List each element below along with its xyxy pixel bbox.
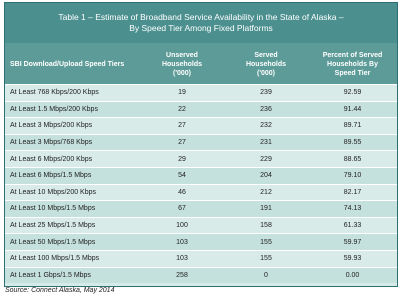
percent-cell: 82.17	[343, 188, 362, 196]
percent-cell: 59.97	[343, 238, 362, 246]
percent-cell: 92.59	[343, 89, 362, 97]
speed-tier-cell: At Least 3 Mbps/768 Kbps	[10, 139, 93, 147]
unserved-cell: 54	[178, 172, 186, 180]
unserved-cell: 29	[178, 155, 186, 163]
table-row	[5, 84, 397, 101]
table-row	[5, 200, 397, 217]
table-row	[5, 167, 397, 184]
unserved-cell: 67	[178, 205, 186, 213]
table-row	[5, 150, 397, 167]
header-unserved-households: Unserved Households ('000)	[161, 51, 203, 77]
speed-tier-cell: At Least 6 Mbps/1.5 Mbps	[10, 172, 92, 180]
served-cell: 231	[260, 139, 272, 147]
source-note: Source: Connect Alaska, May 2014	[5, 287, 115, 294]
percent-cell: 79.10	[343, 172, 362, 180]
unserved-cell: 27	[178, 139, 186, 147]
table-row	[5, 184, 397, 201]
percent-cell: 0.00	[345, 271, 360, 279]
served-cell: 0	[264, 271, 268, 279]
table-body	[5, 84, 397, 283]
table-row	[5, 233, 397, 250]
unserved-cell: 103	[176, 238, 188, 246]
table-row	[5, 250, 397, 267]
unserved-cell: 46	[178, 188, 186, 196]
percent-cell: 59.93	[343, 255, 362, 263]
table-title-line-1: Table 1 – Estimate of Broadband Service Availability in the State of Alaska –	[58, 12, 344, 22]
served-cell: 229	[260, 155, 272, 163]
table-row	[5, 117, 397, 134]
speed-tier-cell: At Least 25 Mbps/1.5 Mbps	[10, 222, 96, 230]
served-cell: 155	[260, 255, 272, 263]
speed-tier-cell: At Least 50 Mbps/1.5 Mbps	[10, 238, 96, 246]
header-percent-served: Percent of Served Households By Speed Tier	[322, 51, 383, 77]
broadband-table	[4, 2, 398, 287]
served-cell: 155	[260, 238, 272, 246]
table-title-line-2: By Speed Tier Among Fixed Platforms	[129, 23, 273, 33]
percent-cell: 89.71	[343, 122, 362, 130]
unserved-cell: 100	[176, 222, 188, 230]
served-cell: 236	[260, 105, 272, 113]
unserved-cell: 22	[178, 105, 186, 113]
table-row	[5, 134, 397, 151]
served-cell: 232	[260, 122, 272, 130]
table-row	[5, 101, 397, 118]
table-row	[5, 217, 397, 234]
speed-tier-cell: At Least 1 Gbps/1.5 Mbps	[10, 271, 91, 279]
speed-tier-cell: At Least 6 Mbps/200 Kbps	[10, 155, 93, 163]
served-cell: 239	[260, 89, 272, 97]
unserved-cell: 103	[176, 255, 188, 263]
speed-tier-cell: At Least 768 Kbps/200 Kbps	[10, 89, 99, 97]
speed-tier-cell: At Least 1.5 Mbps/200 Kbps	[10, 105, 98, 113]
served-cell: 191	[260, 205, 272, 213]
served-cell: 204	[260, 172, 272, 180]
header-served-households: Served Households ('000)	[245, 51, 287, 77]
percent-cell: 89.55	[343, 139, 362, 147]
unserved-cell: 19	[178, 89, 186, 97]
percent-cell: 91.44	[343, 105, 362, 113]
table-title	[5, 3, 397, 43]
header-speed-tiers: SBI Download/Upload Speed Tiers	[10, 60, 125, 68]
speed-tier-cell: At Least 10 Mbps/200 Kbps	[10, 188, 96, 196]
table-header-row	[5, 43, 397, 84]
served-cell: 158	[260, 222, 272, 230]
unserved-cell: 258	[176, 271, 188, 279]
speed-tier-cell: At Least 3 Mbps/200 Kbps	[10, 122, 93, 130]
speed-tier-cell: At Least 10 Mbps/1.5 Mbps	[10, 205, 96, 213]
served-cell: 212	[260, 188, 272, 196]
unserved-cell: 27	[178, 122, 186, 130]
percent-cell: 61.33	[343, 222, 362, 230]
percent-cell: 88.65	[343, 155, 362, 163]
speed-tier-cell: At Least 100 Mbps/1.5 Mbps	[10, 255, 100, 263]
table-row	[5, 267, 397, 284]
percent-cell: 74.13	[343, 205, 362, 213]
